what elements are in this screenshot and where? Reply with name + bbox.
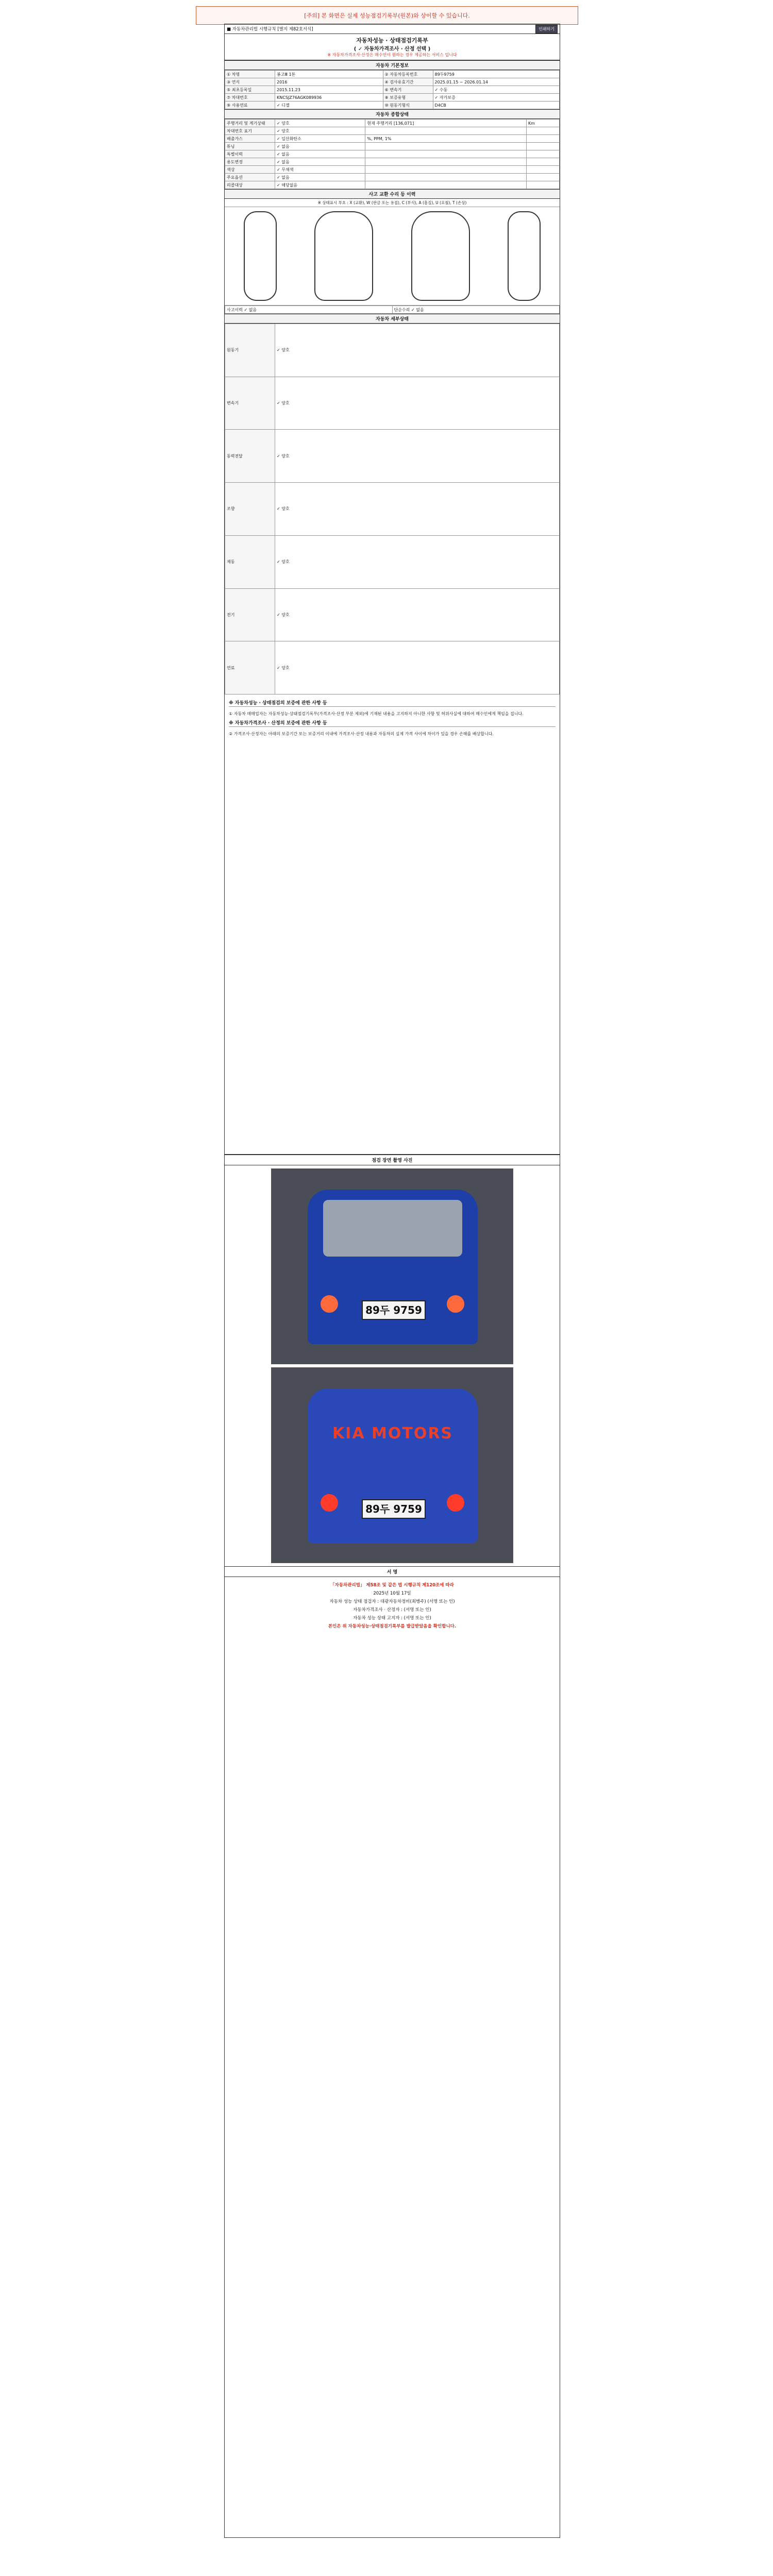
- notes-body-1: ① 자동차 매매업자는 자동차성능·상태점검기록부(가격조사·산정 부분 제외)에 기재된 내용을 고지하지 아니한 사항 및 허위사실에 대하여 매수인에게 책임을 집니다.: [229, 711, 524, 716]
- table-row: 차대번호 표기 ✓ 양호: [225, 127, 560, 135]
- table-row: 리콜대상 ✓ 해당없음: [225, 181, 560, 189]
- table-row: ⑨ 사용연료 ✓ 디젤 ⑩ 원동기형식 D4CB: [225, 101, 560, 109]
- notes-section: [225, 694, 560, 1155]
- taillight-right: [447, 1494, 464, 1512]
- table-row: ⑦ 차대번호 KNCSJZ76AGK089936 ⑧ 보증유형 ✓ 자가보증: [225, 94, 560, 101]
- basic-info-table: [225, 70, 560, 109]
- rear-plate: 89두 9759: [362, 1499, 426, 1519]
- table-row: 동력전달 ✓ 양호: [225, 430, 560, 483]
- detail-title: 자동차 세부상태: [225, 314, 560, 324]
- doc-number: ■ 자동차관리법 시행규칙 [별지 제82호서식]: [227, 27, 313, 32]
- sheet-header: [225, 24, 560, 34]
- table-row: 주요옵션 ✓ 없음: [225, 174, 560, 181]
- rear-photo: [271, 1367, 513, 1563]
- accident-flags: [225, 306, 560, 314]
- sign-title: 서 명: [225, 1566, 560, 1577]
- rear-brand-text: KIA MOTORS: [332, 1425, 453, 1443]
- table-row: ① 차명 봉고Ⅲ 1톤 ② 자동차등록번호 89두9759: [225, 71, 560, 78]
- front-photo: [271, 1168, 513, 1364]
- headlight-left: [321, 1295, 338, 1313]
- table-row: 튜닝 ✓ 없음: [225, 143, 560, 150]
- notes-heading-2: ※ 자동차가격조사 · 산정의 보증에 관한 사항 등: [229, 721, 556, 727]
- sign-appraiser: 자동차가격조사 · 산정자 : (서명 또는 인): [353, 1607, 431, 1613]
- table-row: 사고이력 ✓ 없음 단순수리 ✓ 없음: [225, 306, 560, 314]
- table-row: ⑤ 최초등록일 2015.11.23 ⑥ 변속기 ✓ 수동: [225, 86, 560, 94]
- table-row: 제동 ✓ 양호: [225, 535, 560, 588]
- table-row: 연료 ✓ 양호: [225, 641, 560, 694]
- taillight-left: [321, 1494, 338, 1512]
- front-plate: 89두 9759: [362, 1300, 426, 1320]
- truck-windshield: [323, 1200, 462, 1257]
- table-row: 배출가스 ✓ 일산화탄소 %, PPM, 1%: [225, 135, 560, 143]
- table-row: ③ 연식 2016 ④ 검사유효기간 2025.01.15 ~ 2026.01.14: [225, 78, 560, 86]
- truck-rear: [308, 1388, 478, 1543]
- doc-red-note: ※ 자동차가격조사·산정은 매수인이 원하는 경우 제공하는 서비스 입니다: [327, 53, 457, 57]
- table-row: 원동기 ✓ 양호: [225, 324, 560, 377]
- notes-heading-1: ※ 자동차성능 · 상태점검의 보증에 관한 사항 등: [229, 701, 556, 707]
- table-row: 색상 ✓ 무채색: [225, 166, 560, 174]
- doc-subtitle: ( ✓ 자동차가격조사 · 산정 선택 ): [354, 46, 431, 52]
- headlight-right: [447, 1295, 464, 1313]
- condition-table: [225, 119, 560, 189]
- car-diagram: [225, 207, 560, 306]
- accident-title: 사고 교환 수리 등 이력: [225, 189, 560, 199]
- sign-footer: 본인은 위 자동차성능·상태점검기록부를 발급받았음을 확인합니다.: [328, 1624, 457, 1629]
- print-button[interactable]: 인쇄하기: [535, 25, 558, 33]
- notes-body-2: ② 가격조사·산정자는 아래의 보증기간 또는 보증거리 이내에 가격조사·산정 내용과 자동차의 실제 가격 사이에 차이가 있을 경우 손해를 배상합니다.: [229, 732, 494, 736]
- table-row: 용도변경 ✓ 없음: [225, 158, 560, 166]
- car-left-side-icon: [244, 211, 277, 301]
- table-row: 변속기 ✓ 양호: [225, 377, 560, 430]
- title-box: [225, 34, 560, 60]
- car-right-side-icon: [508, 211, 541, 301]
- table-row: 특별이력 ✓ 없음: [225, 150, 560, 158]
- basic-info-title: 자동차 기본정보: [225, 60, 560, 70]
- sign-law: 「자동차관리법」 제58조 및 같은 법 시행규칙 제120조에 따라: [330, 1583, 454, 1588]
- accident-legend: ※ 상태표시 부호 : X (교환), W (판금 또는 용접), C (부식), A (흠집), U (요철), T (손상): [225, 199, 560, 207]
- sign-dealer: 자동차 성능 상태 고지자 : (서명 또는 인): [353, 1616, 431, 1621]
- car-top-view-icon: [314, 211, 373, 301]
- car-bottom-view-icon: [411, 211, 470, 301]
- table-row: 전기 ✓ 양호: [225, 588, 560, 641]
- table-row: 주행거리 및 계기상태 ✓ 양호 현재 주행거리 [136,071] Km: [225, 120, 560, 127]
- sign-inspector: 자동차 성능 상태 점검자 : 대광자동차정비(최병주) (서명 또는 인): [329, 1599, 455, 1604]
- table-row: 조향 ✓ 양호: [225, 483, 560, 536]
- top-notice: [주의] 본 화면은 실제 성능점검기록부(원본)와 상이할 수 있습니다.: [196, 6, 578, 25]
- detail-table: [225, 324, 560, 694]
- doc-title: 자동차성능 · 상태점검기록부: [356, 37, 428, 44]
- inspection-sheet: [224, 24, 560, 2538]
- sign-box: [225, 1577, 560, 1635]
- condition-title: 자동차 종합상태: [225, 109, 560, 119]
- photo-title: 점검 장면 촬영 사진: [225, 1155, 560, 1165]
- sign-date: 2025년 10월 17일: [373, 1591, 411, 1596]
